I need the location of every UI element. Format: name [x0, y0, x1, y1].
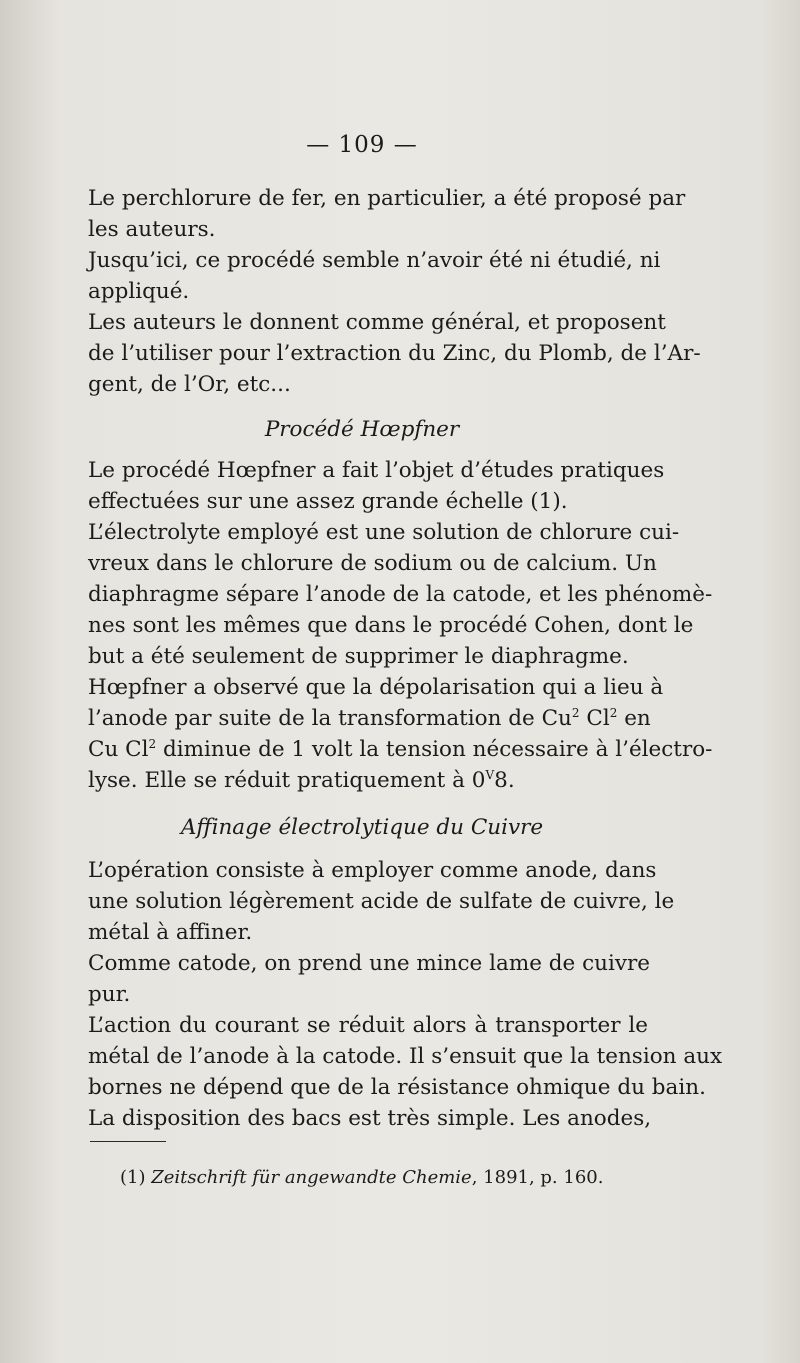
- paragraph: [88, 1010, 723, 1103]
- text-line: Le perchlorure de fer, en particulier, a été proposé par: [88, 186, 686, 211]
- footnote-marker: (1): [120, 1167, 146, 1188]
- text-line: pur.: [88, 982, 131, 1007]
- paragraph: [88, 307, 701, 400]
- text-line: une solution légèrement acide de sulfate de cuivre, le: [88, 889, 675, 914]
- section-heading-affinage: Affinage électrolytique du Cuivre: [180, 815, 544, 840]
- text-line: vreux dans le chlorure de sodium ou de calcium. Un: [88, 551, 657, 576]
- text-line: lyse. Elle se réduit pratiquement à $0^V8$.: [88, 767, 515, 793]
- text-line: La disposition des bacs est très simple. Les anodes,: [88, 1106, 652, 1131]
- text-line: appliqué.: [88, 279, 190, 304]
- paragraph: [88, 1103, 652, 1134]
- text-line: l’anode par suite de la transformation de Cu$^2$ Cl$^2$ en: [88, 705, 651, 731]
- text-line: les auteurs.: [88, 217, 216, 242]
- footnote-reference: , 1891, p. 160.: [471, 1167, 604, 1188]
- paragraph: [88, 455, 665, 517]
- text-line: Cu Cl$^2$ diminue de 1 volt la tension nécessaire à l’électro-: [88, 736, 713, 762]
- footnote-rule: [90, 1141, 166, 1142]
- text-line: but a été seulement de supprimer le diaphragme.: [88, 644, 629, 669]
- paragraph: [88, 183, 686, 245]
- text-line: effectuées sur une assez grande échelle (1).: [88, 489, 568, 514]
- text-line: nes sont les mêmes que dans le procédé Cohen, dont le: [88, 613, 694, 638]
- paragraph: [88, 517, 713, 672]
- text-line: métal à affiner.: [88, 920, 253, 945]
- section-heading-hoepfner: Procédé Hœpfner: [264, 417, 460, 442]
- text-line: Le procédé Hœpfner a fait l’objet d’études pratiques: [88, 458, 665, 483]
- paragraph: [88, 245, 661, 307]
- paragraph: [88, 948, 648, 1010]
- text-line: bornes ne dépend que de la résistance ohmique du bain.: [88, 1075, 706, 1100]
- footnote: [120, 1167, 603, 1188]
- text-line: Comme catode, on prend une mince lame de cuivre: [88, 951, 650, 976]
- text-block-affinage: [88, 855, 723, 1134]
- text-line: Les auteurs le donnent comme général, et proposent: [88, 310, 666, 335]
- text-line: de l’utiliser pour l’extraction du Zinc, du Plomb, de l’Ar-: [88, 341, 701, 366]
- text-line: Hœpfner a observé que la dépolarisation qui a lieu à: [88, 675, 664, 700]
- text-block-perchlorure: [88, 183, 701, 400]
- text-line: L’opération consiste à employer comme anode, dans: [88, 858, 657, 883]
- text-line: diaphragme sépare l’anode de la catode, et les phénomè-: [88, 582, 713, 607]
- text-line: Jusqu’ici, ce procédé semble n’avoir été ni étudié, ni: [88, 248, 661, 273]
- text-line: L’action du courant se réduit alors à transporter le: [88, 1013, 648, 1038]
- text-block-hoepfner: [88, 455, 713, 672]
- page-number: — 109 —: [306, 132, 418, 158]
- paragraph: [88, 855, 675, 948]
- footnote-journal: Zeitschrift für angewandte Chemie: [151, 1167, 472, 1188]
- paragraph-depolarisation: [88, 672, 713, 796]
- text-line: métal de l’anode à la catode. Il s’ensuit que la tension aux: [88, 1044, 723, 1069]
- text-line: gent, de l’Or, etc...: [88, 372, 291, 397]
- text-line: L’électrolyte employé est une solution de chlorure cui-: [88, 520, 680, 545]
